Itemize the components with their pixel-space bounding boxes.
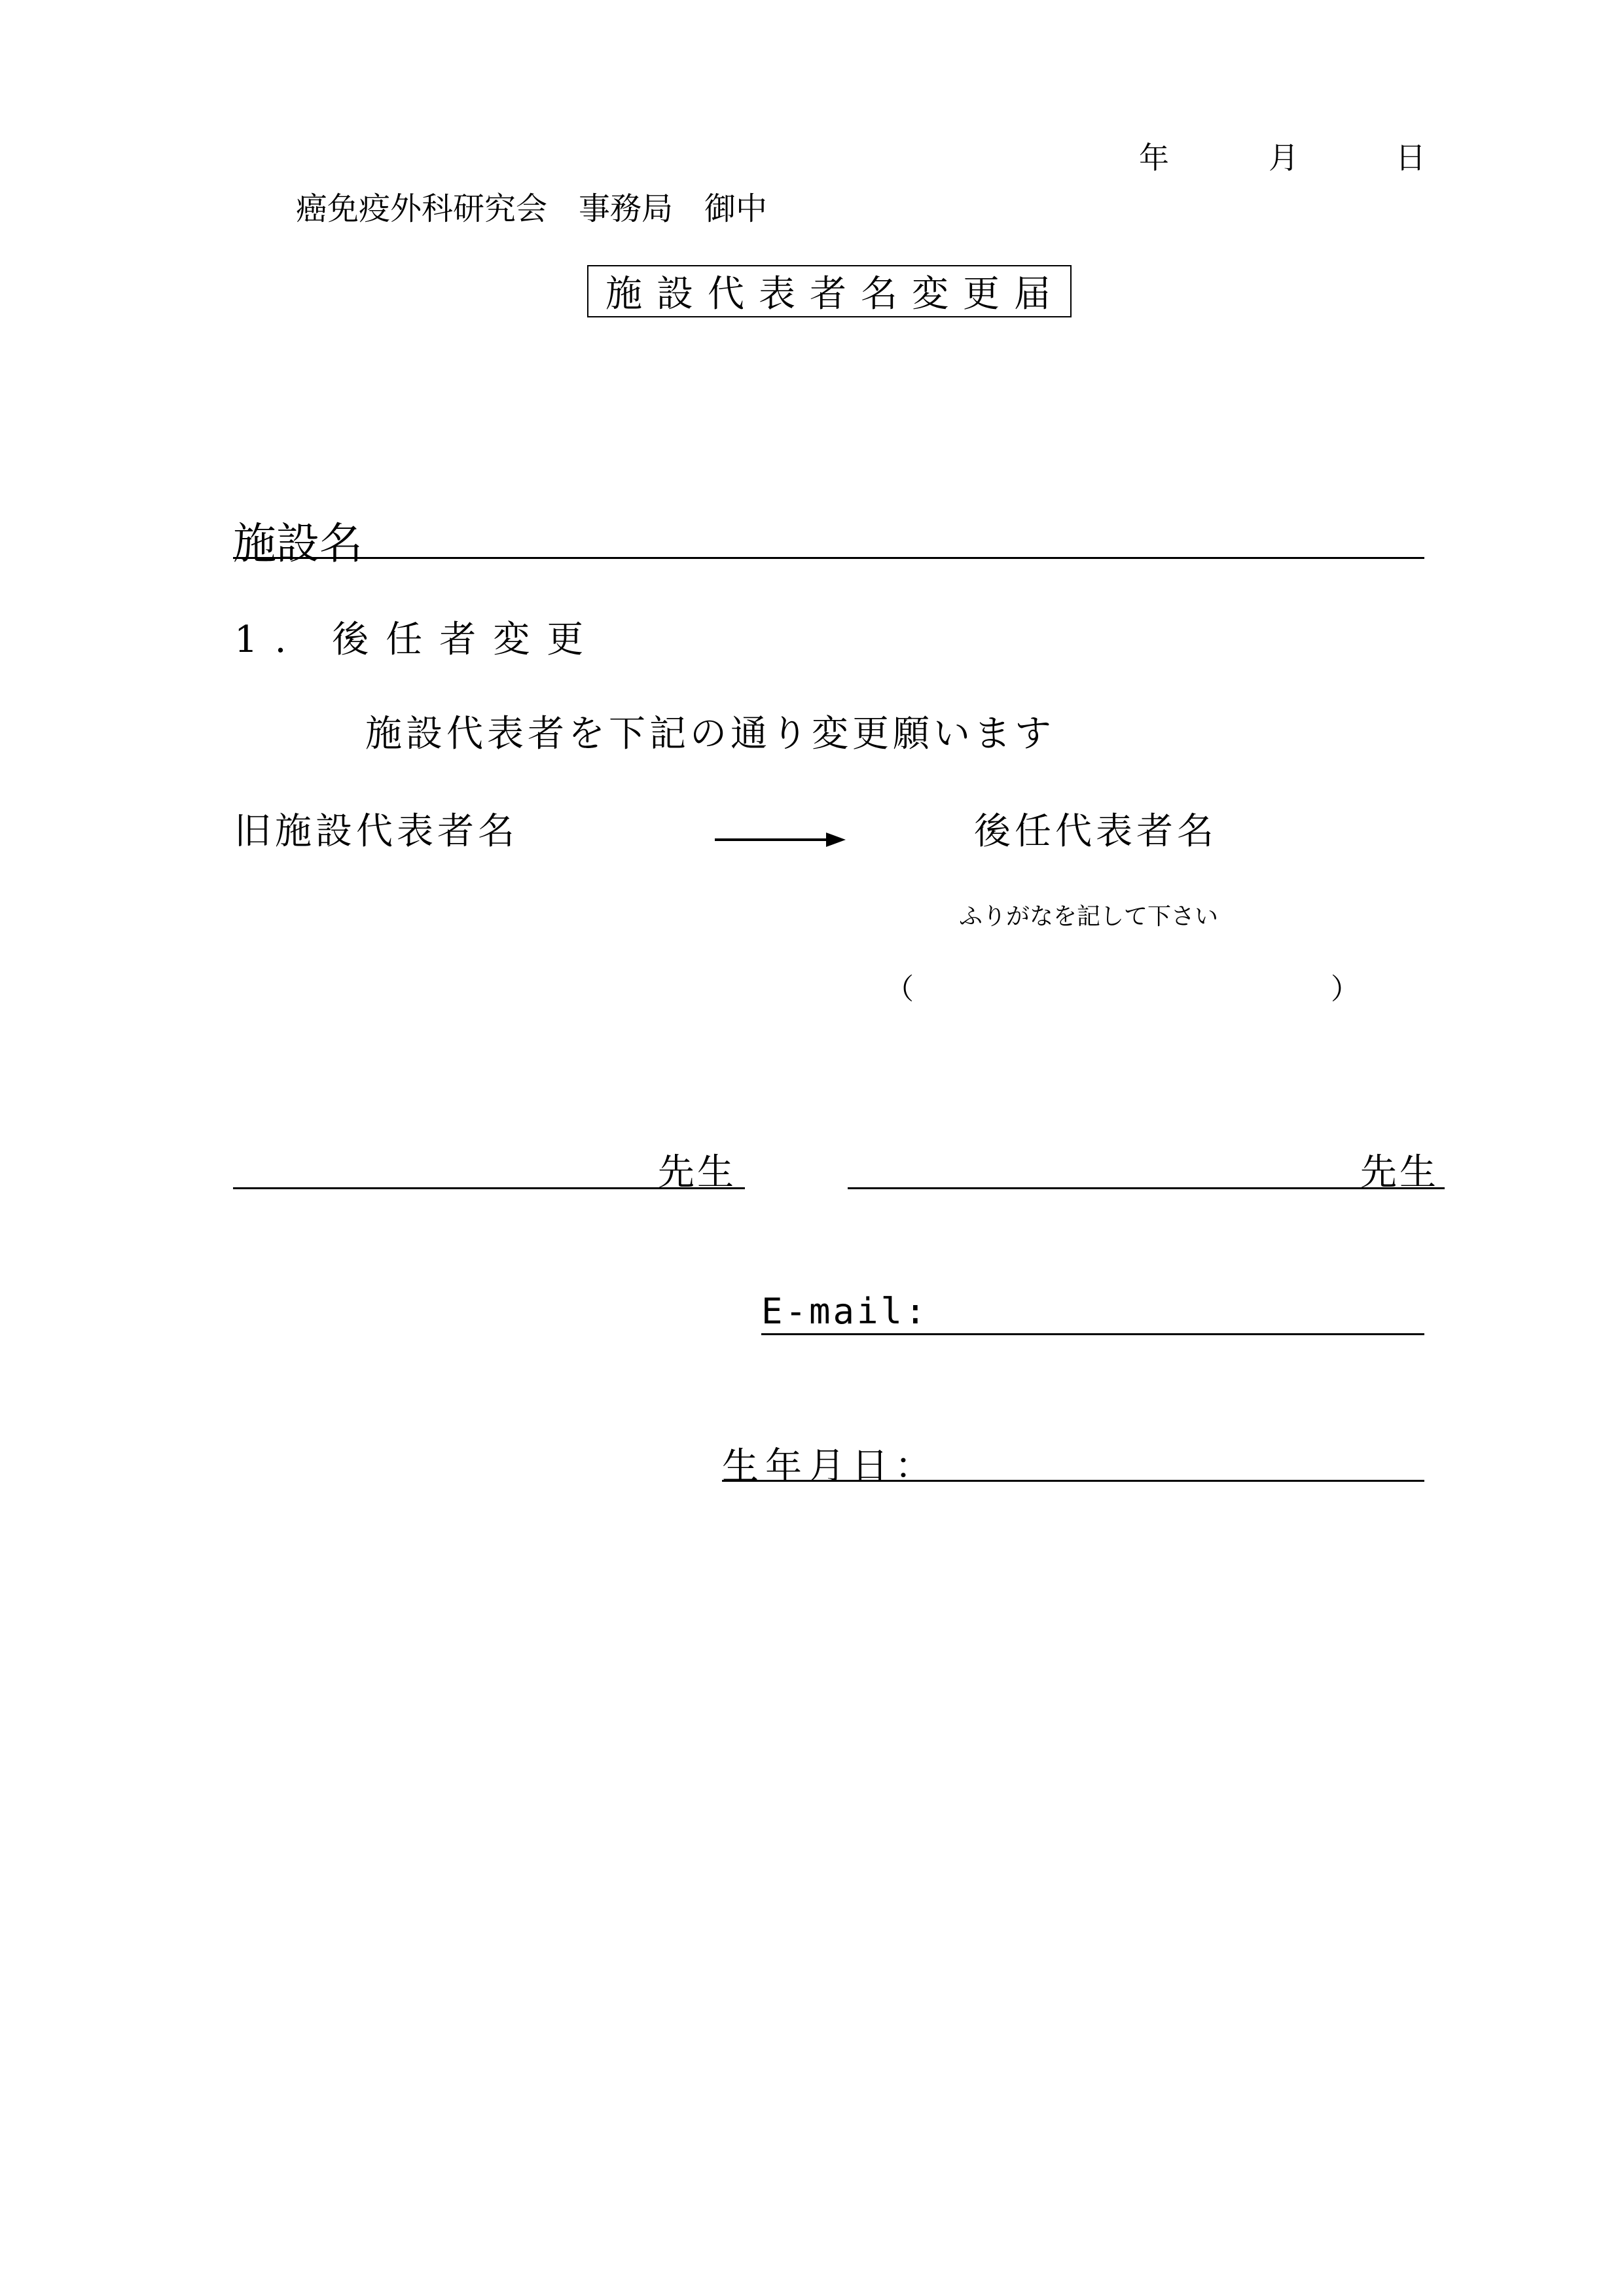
date-of-birth-label: 生年月日： — [722, 1445, 938, 1488]
date-year-label: 年 — [1139, 140, 1169, 175]
new-representative-label: 後任代表者名 — [974, 810, 1218, 853]
old-representative-honorific: 先生 — [658, 1151, 736, 1194]
email-label: E-mail: — [761, 1291, 929, 1332]
new-representative-honorific: 先生 — [1360, 1151, 1439, 1194]
email-field[interactable] — [761, 1333, 1424, 1335]
date-month-label: 月 — [1269, 140, 1299, 175]
document-title-text: 施設代表者名変更届 — [605, 273, 1065, 315]
furigana-note: ふりがなを記して下さい — [959, 903, 1219, 930]
arrow-right-icon — [715, 830, 846, 850]
instruction-text: 施設代表者を下記の通り変更願います — [365, 713, 1055, 755]
date-of-birth-field[interactable] — [722, 1480, 1424, 1482]
facility-name-label: 施設名 — [233, 518, 363, 569]
furigana-paren-close: ） — [1331, 973, 1360, 1006]
section-title-successor-change: 1. 後任者変更 — [234, 619, 601, 661]
document-title — [587, 265, 1072, 317]
old-representative-name-field[interactable] — [233, 1187, 745, 1189]
date-day-label: 日 — [1396, 140, 1426, 175]
old-representative-label: 旧施設代表者名 — [234, 810, 518, 853]
facility-name-field[interactable] — [233, 557, 1424, 559]
recipient: 癌免疫外科研究会 事務局 御中 — [296, 190, 768, 227]
furigana-paren-open: （ — [885, 973, 914, 1006]
new-representative-name-field[interactable] — [848, 1187, 1445, 1189]
